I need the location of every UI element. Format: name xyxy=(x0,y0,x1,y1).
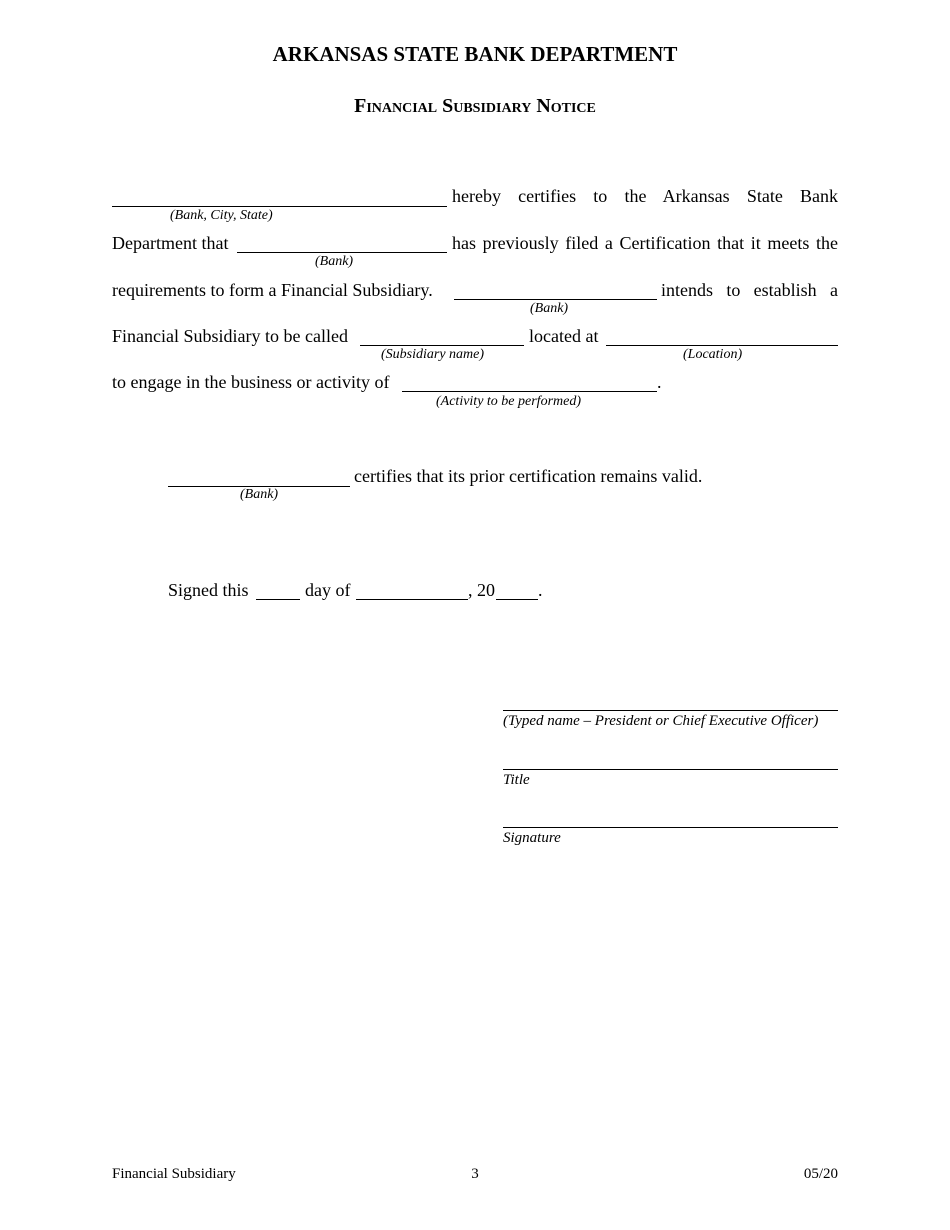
day-of-label: day of xyxy=(305,580,351,600)
title-field[interactable] xyxy=(503,769,838,770)
location-field[interactable] xyxy=(606,345,838,346)
line5-end: . xyxy=(657,372,662,392)
year-end: . xyxy=(538,580,543,600)
cert-text: certifies that its prior certification remains valid. xyxy=(354,466,703,486)
bank-field-1[interactable] xyxy=(237,252,447,253)
line3-suffix: intends to establish a xyxy=(661,280,838,300)
line2-suffix: has previously filed a Certification that it meets the xyxy=(452,233,838,253)
typed-name-field[interactable] xyxy=(503,710,838,711)
line2-prefix: Department that xyxy=(112,233,229,253)
activity-field[interactable] xyxy=(402,391,657,392)
line5-prefix: to engage in the business or activity of xyxy=(112,372,390,392)
subsidiary-name-field[interactable] xyxy=(360,345,524,346)
line4-prefix: Financial Subsidiary to be called xyxy=(112,326,348,346)
footer-date: 05/20 xyxy=(803,1166,838,1182)
bank-field-2[interactable] xyxy=(454,299,657,300)
bank-city-state-caption: (Bank, City, State) xyxy=(170,208,273,223)
signed-this-label: Signed this xyxy=(168,580,249,600)
bank-caption-1: (Bank) xyxy=(315,254,354,269)
line3-prefix: requirements to form a Financial Subsidiary. xyxy=(112,280,433,300)
signature-field[interactable] xyxy=(503,827,838,828)
cert-bank-caption: (Bank) xyxy=(240,487,279,502)
activity-caption: (Activity to be performed) xyxy=(436,394,582,409)
day-field[interactable] xyxy=(256,599,300,600)
location-caption: (Location) xyxy=(683,347,743,362)
title-caption: Title xyxy=(503,772,530,788)
page-subtitle: Financial Subsidiary Notice xyxy=(354,95,596,117)
signature-caption: Signature xyxy=(503,830,561,846)
month-field[interactable] xyxy=(356,599,468,600)
page-number: 3 xyxy=(471,1166,479,1182)
subsidiary-name-caption: (Subsidiary name) xyxy=(381,347,485,362)
page-title: ARKANSAS STATE BANK DEPARTMENT xyxy=(272,42,678,66)
typed-name-caption: (Typed name – President or Chief Executive Officer) xyxy=(503,713,819,729)
year-field[interactable] xyxy=(496,599,538,600)
footer-left: Financial Subsidiary xyxy=(112,1166,236,1182)
line4-mid: located at xyxy=(529,326,599,346)
year-prefix: , 20 xyxy=(468,580,495,600)
bank-caption-2: (Bank) xyxy=(530,301,569,316)
bank-city-state-field[interactable] xyxy=(112,206,447,207)
line1-text: hereby certifies to the Arkansas State Bank xyxy=(452,186,838,206)
